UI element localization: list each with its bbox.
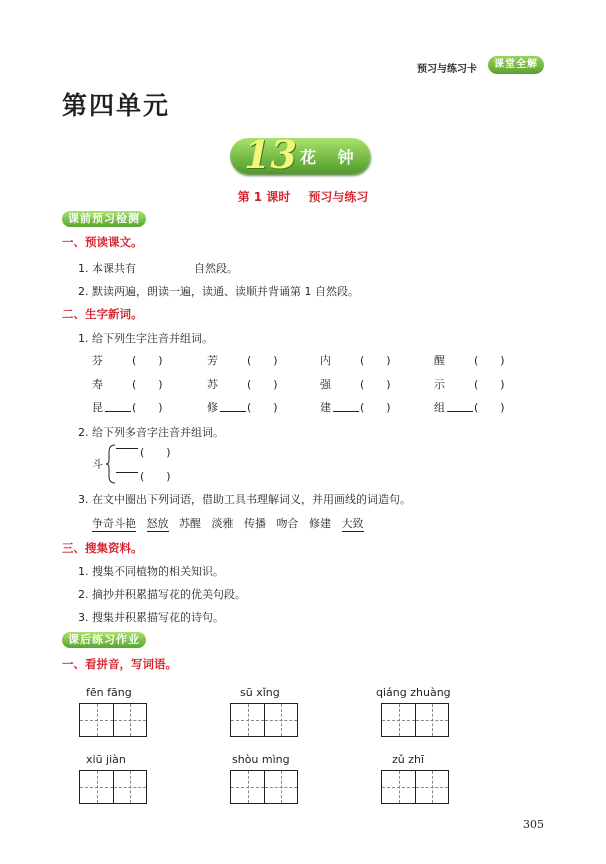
paren-blank[interactable]: ( )	[474, 401, 505, 414]
part1-item2: 2. 默读两遍，朗读一遍，读通、读顺并背诵第 1 自然段。	[78, 285, 359, 298]
polyphone-block	[92, 442, 212, 486]
word-underlined: 争奇斗艳	[92, 517, 136, 530]
char: 强	[320, 378, 331, 391]
part1-title: 一、预读课文。	[62, 235, 143, 249]
writing-boxes-6[interactable]	[381, 770, 449, 804]
part2-item1: 1. 给下列生字注音并组词。	[78, 332, 213, 345]
pinyin-6: zǔ zhī	[392, 753, 425, 766]
word: 修建	[309, 517, 331, 530]
char: 建	[320, 401, 331, 414]
header-label: 预习与练习卡	[417, 64, 477, 75]
char: 寿	[92, 378, 103, 391]
word-underlined: 怒放	[146, 517, 169, 530]
writing-boxes-1[interactable]	[79, 703, 147, 737]
char: 组	[434, 401, 445, 414]
lesson-period: 第 1 课时	[237, 190, 291, 204]
pinyin-5: shòu mìng	[232, 753, 290, 766]
writing-boxes-2[interactable]	[230, 703, 298, 737]
post-part1-title: 一、看拼音，写词语。	[62, 657, 177, 671]
part3-title: 三、搜集资料。	[62, 541, 143, 555]
paren-blank[interactable]: ( )	[140, 470, 171, 483]
paren-blank[interactable]: ( )	[360, 354, 391, 367]
word: 传播	[244, 517, 266, 530]
writing-boxes-4[interactable]	[79, 770, 147, 804]
part1-item1-a: 1. 本课共有	[78, 262, 136, 275]
char: 芳	[207, 354, 218, 367]
part3-item1: 1. 搜集不同植物的相关知识。	[78, 565, 224, 578]
pinyin-3: qiáng zhuàng	[376, 686, 451, 699]
paren-blank[interactable]: ( )	[140, 446, 171, 459]
char: 修	[207, 401, 218, 414]
part1-item1	[78, 260, 238, 276]
part2-item2: 2. 给下列多音字注音并组词。	[78, 426, 224, 439]
paren-blank[interactable]: ( )	[360, 378, 391, 391]
char: 示	[434, 378, 445, 391]
word-list	[92, 515, 532, 531]
paren-blank[interactable]: ( )	[132, 354, 163, 367]
header-badge: 课堂全解	[488, 56, 544, 74]
page-number: 305	[523, 818, 544, 831]
lesson-number: 13	[244, 132, 297, 177]
paren-blank[interactable]: ( )	[247, 378, 278, 391]
char: 芬	[92, 354, 103, 367]
part2-item3: 3. 在文中圈出下列词语，借助工具书理解词义，并用画线的词造句。	[78, 493, 411, 506]
writing-boxes-5[interactable]	[230, 770, 298, 804]
writing-boxes-3[interactable]	[381, 703, 449, 737]
paren-blank[interactable]: ( )	[132, 401, 163, 414]
section-pill-pre: 课前预习检测	[62, 211, 146, 227]
word: 吻合	[276, 517, 299, 530]
brace-icon	[106, 444, 116, 484]
char: 内	[320, 354, 331, 367]
paren-blank[interactable]: ( )	[474, 354, 505, 367]
part3-item3: 3. 搜集并积累描写花的诗句。	[78, 611, 224, 624]
pinyin-2: sū xǐng	[240, 686, 280, 699]
section-pill-post: 课后练习作业	[62, 632, 146, 648]
paren-blank[interactable]: ( )	[360, 401, 391, 414]
part1-item1-b: 自然段。	[194, 262, 238, 275]
lesson-banner	[230, 132, 370, 177]
pinyin-4: xiū jiàn	[86, 753, 126, 766]
part3-item2: 2. 摘抄并积累描写花的优美句段。	[78, 588, 246, 601]
word-underlined: 大致	[341, 517, 364, 530]
char: 醒	[434, 354, 445, 367]
paren-blank[interactable]: ( )	[132, 378, 163, 391]
word: 淡雅	[211, 517, 234, 530]
char: 昆	[92, 401, 103, 414]
part2-title: 二、生字新词。	[62, 307, 143, 321]
unit-title: 第四单元	[62, 91, 171, 120]
paren-blank[interactable]: ( )	[247, 401, 278, 414]
pinyin-1: fēn fāng	[86, 686, 132, 699]
lesson-subtitle	[0, 188, 606, 205]
word: 苏醒	[179, 517, 201, 530]
lesson-name: 花 钟	[300, 148, 362, 167]
polyphone-char: 斗	[92, 458, 103, 471]
paren-blank[interactable]: ( )	[474, 378, 505, 391]
lesson-type: 预习与练习	[308, 190, 369, 204]
paren-blank[interactable]: ( )	[247, 354, 278, 367]
char: 苏	[207, 378, 218, 391]
